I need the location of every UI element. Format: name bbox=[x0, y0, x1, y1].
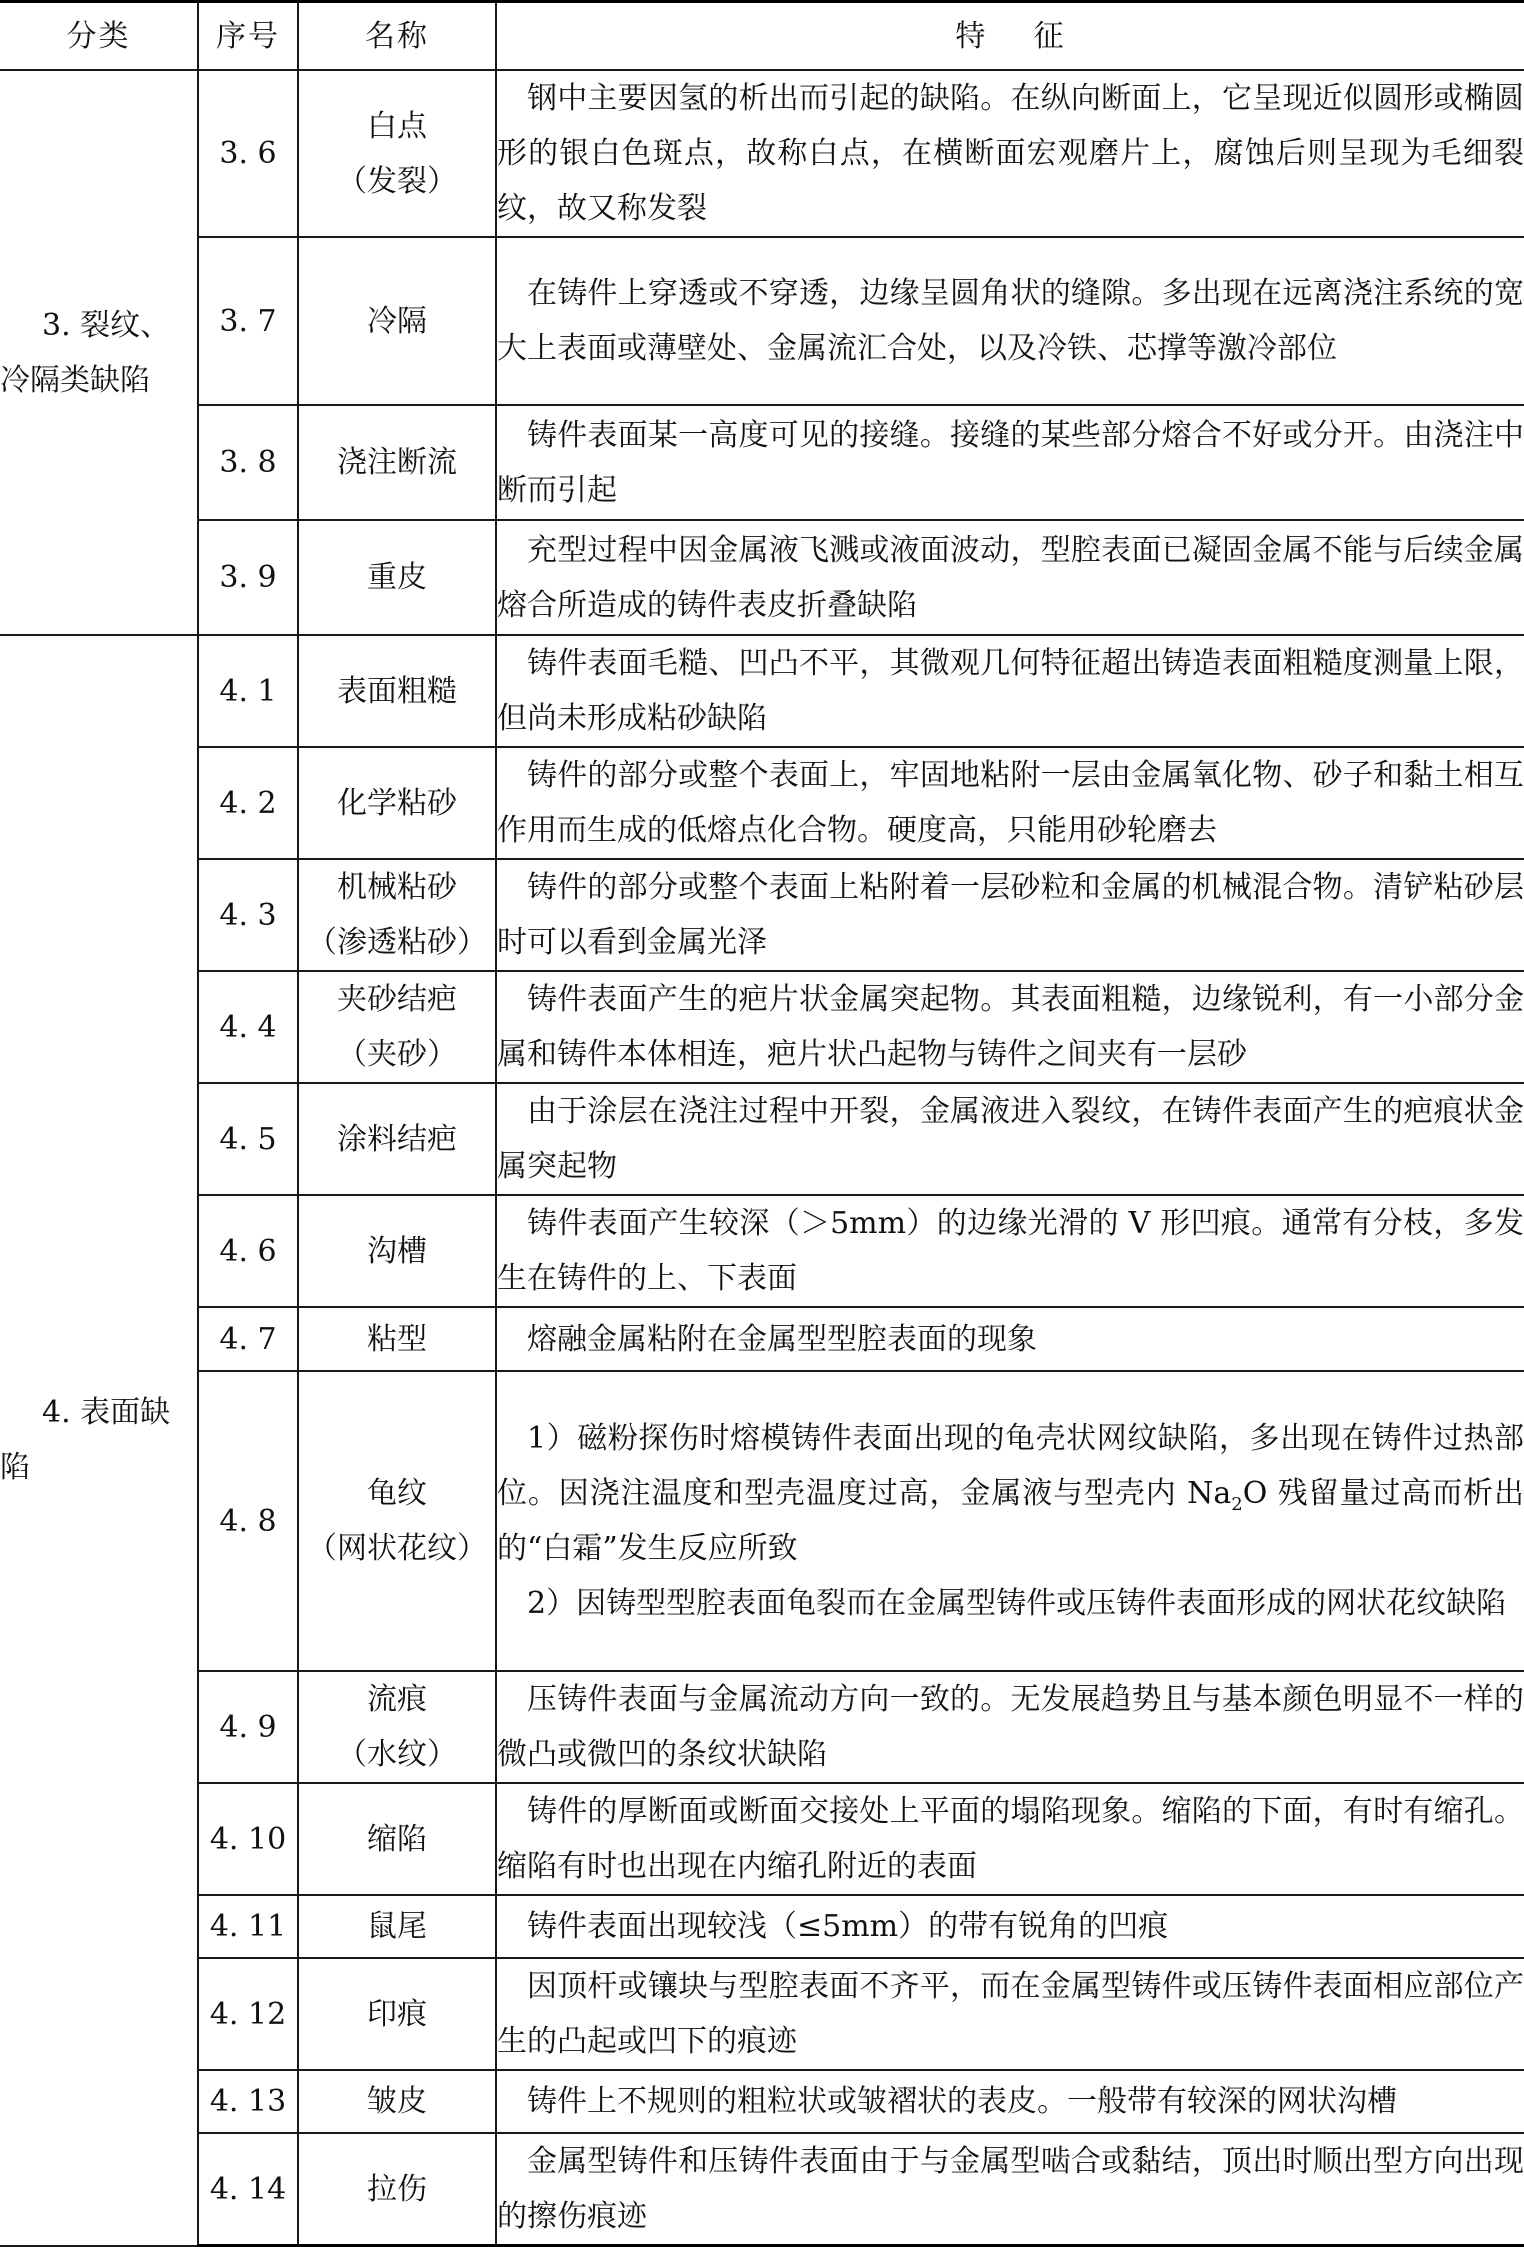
category-line: 4. 表面缺 bbox=[42, 1395, 171, 1431]
row-number: 4. 12 bbox=[198, 1958, 298, 2070]
name-line: 化学粘砂 bbox=[337, 785, 457, 821]
row-name bbox=[298, 1895, 496, 1958]
name-line: （水纹） bbox=[337, 1737, 457, 1772]
table-row bbox=[0, 747, 1524, 859]
table-row bbox=[0, 2133, 1524, 2246]
table-row bbox=[0, 405, 1524, 520]
feature-text: 因顶杆或镶块与型腔表面不齐平，而在金属型铸件或压铸件表面相应部位产生的凸起或凹下的痕迹 bbox=[497, 1969, 1524, 2059]
feature-text: 铸件的部分或整个表面上，牢固地粘附一层由金属氧化物、砂子和黏土相互作用而生成的低熔点化合物。硬度高，只能用砂轮磨去 bbox=[497, 758, 1524, 848]
name-line: 白点 bbox=[367, 108, 427, 144]
header-number: 序号 bbox=[198, 2, 298, 71]
category-line: 陷 bbox=[0, 1450, 30, 1486]
row-name bbox=[298, 520, 496, 635]
row-name bbox=[298, 859, 496, 971]
name-line: （夹砂） bbox=[337, 1037, 457, 1072]
feature-text: 铸件的厚断面或断面交接处上平面的塌陷现象。缩陷的下面，有时有缩孔。缩陷有时也出现在内缩孔附近的表面 bbox=[497, 1794, 1524, 1884]
header-feature: 特 征 bbox=[496, 2, 1524, 71]
row-number: 4. 6 bbox=[198, 1195, 298, 1307]
row-feature bbox=[496, 2070, 1524, 2133]
row-feature bbox=[496, 1307, 1524, 1371]
row-number: 3. 6 bbox=[198, 70, 298, 237]
row-feature bbox=[496, 1671, 1524, 1783]
feature-text: 由于涂层在浇注过程中开裂，金属液进入裂纹，在铸件表面产生的疤痕状金属突起物 bbox=[497, 1094, 1524, 1184]
feature-text: 铸件表面毛糙、凹凸不平，其微观几何特征超出铸造表面粗糙度测量上限，但尚未形成粘砂缺陷 bbox=[497, 646, 1524, 736]
row-feature bbox=[496, 971, 1524, 1083]
row-number: 3. 8 bbox=[198, 405, 298, 520]
feature-text: 铸件上不规则的粗粒状或皱褶状的表皮。一般带有较深的网状沟槽 bbox=[527, 2084, 1397, 2119]
name-line: 龟纹 bbox=[367, 1476, 427, 1511]
name-line: （网状花纹） bbox=[307, 1531, 487, 1566]
table-row bbox=[0, 2070, 1524, 2133]
name-line: 表面粗糙 bbox=[337, 673, 457, 709]
row-feature bbox=[496, 405, 1524, 520]
feature-text: 压铸件表面与金属流动方向一致的。无发展趋势且与基本颜色明显不一样的微凸或微凹的条纹状缺陷 bbox=[497, 1682, 1524, 1772]
table-row bbox=[0, 520, 1524, 635]
row-number: 4. 10 bbox=[198, 1783, 298, 1895]
row-feature bbox=[496, 1083, 1524, 1195]
row-number: 4. 1 bbox=[198, 635, 298, 747]
name-line: （发裂） bbox=[337, 163, 457, 199]
row-feature bbox=[496, 520, 1524, 635]
row-number: 4. 3 bbox=[198, 859, 298, 971]
table-row bbox=[0, 1195, 1524, 1307]
name-line: 浇注断流 bbox=[337, 445, 457, 480]
name-line: 缩陷 bbox=[367, 1821, 427, 1857]
row-feature bbox=[496, 859, 1524, 971]
header-name: 名称 bbox=[298, 2, 496, 71]
row-number: 4. 13 bbox=[198, 2070, 298, 2133]
name-line: 粘型 bbox=[367, 1321, 427, 1357]
header-category: 分类 bbox=[0, 2, 198, 71]
row-name bbox=[298, 70, 496, 237]
name-line: 重皮 bbox=[367, 560, 427, 595]
feature-text: 2）因铸型型腔表面龟裂而在金属型铸件或压铸件表面形成的网状花纹缺陷 bbox=[527, 1586, 1507, 1621]
name-line: 冷隔 bbox=[367, 303, 427, 339]
name-line: 沟槽 bbox=[367, 1233, 427, 1269]
name-line: 涂料结疤 bbox=[337, 1121, 457, 1157]
category-line: 冷隔类缺陷 bbox=[0, 362, 150, 398]
row-feature bbox=[496, 747, 1524, 859]
row-feature bbox=[496, 2133, 1524, 2246]
table-row bbox=[0, 1958, 1524, 2070]
row-name bbox=[298, 1671, 496, 1783]
row-name bbox=[298, 1307, 496, 1371]
name-line: 印痕 bbox=[367, 1996, 427, 2032]
row-number: 4. 9 bbox=[198, 1671, 298, 1783]
feature-text: 铸件表面出现较浅（≤5mm）的带有锐角的凹痕 bbox=[527, 1909, 1169, 1944]
row-name bbox=[298, 635, 496, 747]
header-row bbox=[0, 2, 1524, 71]
table-row bbox=[0, 1371, 1524, 1671]
table-row bbox=[0, 971, 1524, 1083]
table-row bbox=[0, 1783, 1524, 1895]
name-line: 机械粘砂 bbox=[337, 870, 457, 905]
row-name bbox=[298, 1195, 496, 1307]
row-name bbox=[298, 1371, 496, 1671]
table-row bbox=[0, 1895, 1524, 1958]
subscript: 2 bbox=[1231, 1494, 1243, 1515]
feature-text: 金属型铸件和压铸件表面由于与金属型啮合或黏结，顶出时顺出型方向出现的擦伤痕迹 bbox=[497, 2144, 1524, 2234]
feature-text: 铸件表面产生的疤片状金属突起物。其表面粗糙，边缘锐利，有一小部分金属和铸件本体相连，疤片状凸起物与铸件之间夹有一层砂 bbox=[497, 982, 1524, 1072]
row-feature bbox=[496, 1895, 1524, 1958]
row-number: 4. 4 bbox=[198, 971, 298, 1083]
row-feature bbox=[496, 1195, 1524, 1307]
name-line: 皱皮 bbox=[367, 2084, 427, 2119]
row-name bbox=[298, 2133, 496, 2246]
table-row bbox=[0, 1671, 1524, 1783]
category-cell-4 bbox=[0, 635, 198, 2246]
feature-text: 熔融金属粘附在金属型型腔表面的现象 bbox=[527, 1321, 1037, 1357]
table-row bbox=[0, 635, 1524, 747]
table-row bbox=[0, 859, 1524, 971]
row-feature bbox=[496, 1783, 1524, 1895]
feature-part: 1）磁粉探伤时熔模铸件表面出现的龟壳状网纹缺陷，多出现在铸件过热部位。因浇注温度和型壳温度过高，金属液与型壳内 Na bbox=[497, 1421, 1524, 1511]
name-line: （渗透粘砂） bbox=[307, 925, 487, 960]
row-name bbox=[298, 2070, 496, 2133]
row-name bbox=[298, 1083, 496, 1195]
name-line: 鼠尾 bbox=[367, 1909, 427, 1944]
feature-text: 铸件表面某一高度可见的接缝。接缝的某些部分熔合不好或分开。由浇注中断而引起 bbox=[497, 417, 1524, 508]
table-row bbox=[0, 70, 1524, 237]
category-line: 3. 裂纹、 bbox=[42, 307, 171, 343]
row-feature bbox=[496, 1371, 1524, 1671]
row-number: 4. 7 bbox=[198, 1307, 298, 1371]
row-name bbox=[298, 971, 496, 1083]
row-number: 3. 7 bbox=[198, 237, 298, 405]
row-number: 4. 11 bbox=[198, 1895, 298, 1958]
name-line: 拉伤 bbox=[367, 2171, 427, 2207]
row-number: 4. 8 bbox=[198, 1371, 298, 1671]
row-name bbox=[298, 1783, 496, 1895]
feature-text: 铸件表面产生较深（＞5mm）的边缘光滑的 V 形凹痕。通常有分枝，多发生在铸件的上、下表面 bbox=[497, 1206, 1524, 1296]
table-row bbox=[0, 237, 1524, 405]
feature-text: 充型过程中因金属液飞溅或液面波动，型腔表面已凝固金属不能与后续金属熔合所造成的铸件表皮折叠缺陷 bbox=[497, 532, 1524, 623]
row-feature bbox=[496, 70, 1524, 237]
row-number: 4. 5 bbox=[198, 1083, 298, 1195]
row-name bbox=[298, 747, 496, 859]
row-feature bbox=[496, 1958, 1524, 2070]
row-name bbox=[298, 405, 496, 520]
row-feature bbox=[496, 237, 1524, 405]
feature-part: O 残留量过高而析出的“白霜”发生反应所致 bbox=[497, 1476, 1524, 1566]
name-line: 流痕 bbox=[367, 1682, 427, 1717]
row-number: 3. 9 bbox=[198, 520, 298, 635]
feature-text: 在铸件上穿透或不穿透，边缘呈圆角状的缝隙。多出现在远离浇注系统的宽大上表面或薄壁处、金属流汇合处，以及冷铁、芯撑等激冷部位 bbox=[497, 276, 1524, 366]
name-line: 夹砂结疤 bbox=[337, 982, 457, 1017]
category-cell-3 bbox=[0, 70, 198, 635]
feature-text: 钢中主要因氢的析出而引起的缺陷。在纵向断面上，它呈现近似圆形或椭圆形的银白色斑点，故称白点，在横断面宏观磨片上，腐蚀后则呈现为毛细裂纹，故又称发裂 bbox=[497, 81, 1524, 226]
table-row bbox=[0, 1083, 1524, 1195]
row-name bbox=[298, 237, 496, 405]
feature-text: 铸件的部分或整个表面上粘附着一层砂粒和金属的机械混合物。清铲粘砂层时可以看到金属光泽 bbox=[497, 870, 1524, 960]
row-name bbox=[298, 1958, 496, 2070]
row-number: 4. 2 bbox=[198, 747, 298, 859]
row-feature bbox=[496, 635, 1524, 747]
row-number: 4. 14 bbox=[198, 2133, 298, 2246]
feature-text bbox=[497, 1411, 1524, 1576]
table-row bbox=[0, 1307, 1524, 1371]
